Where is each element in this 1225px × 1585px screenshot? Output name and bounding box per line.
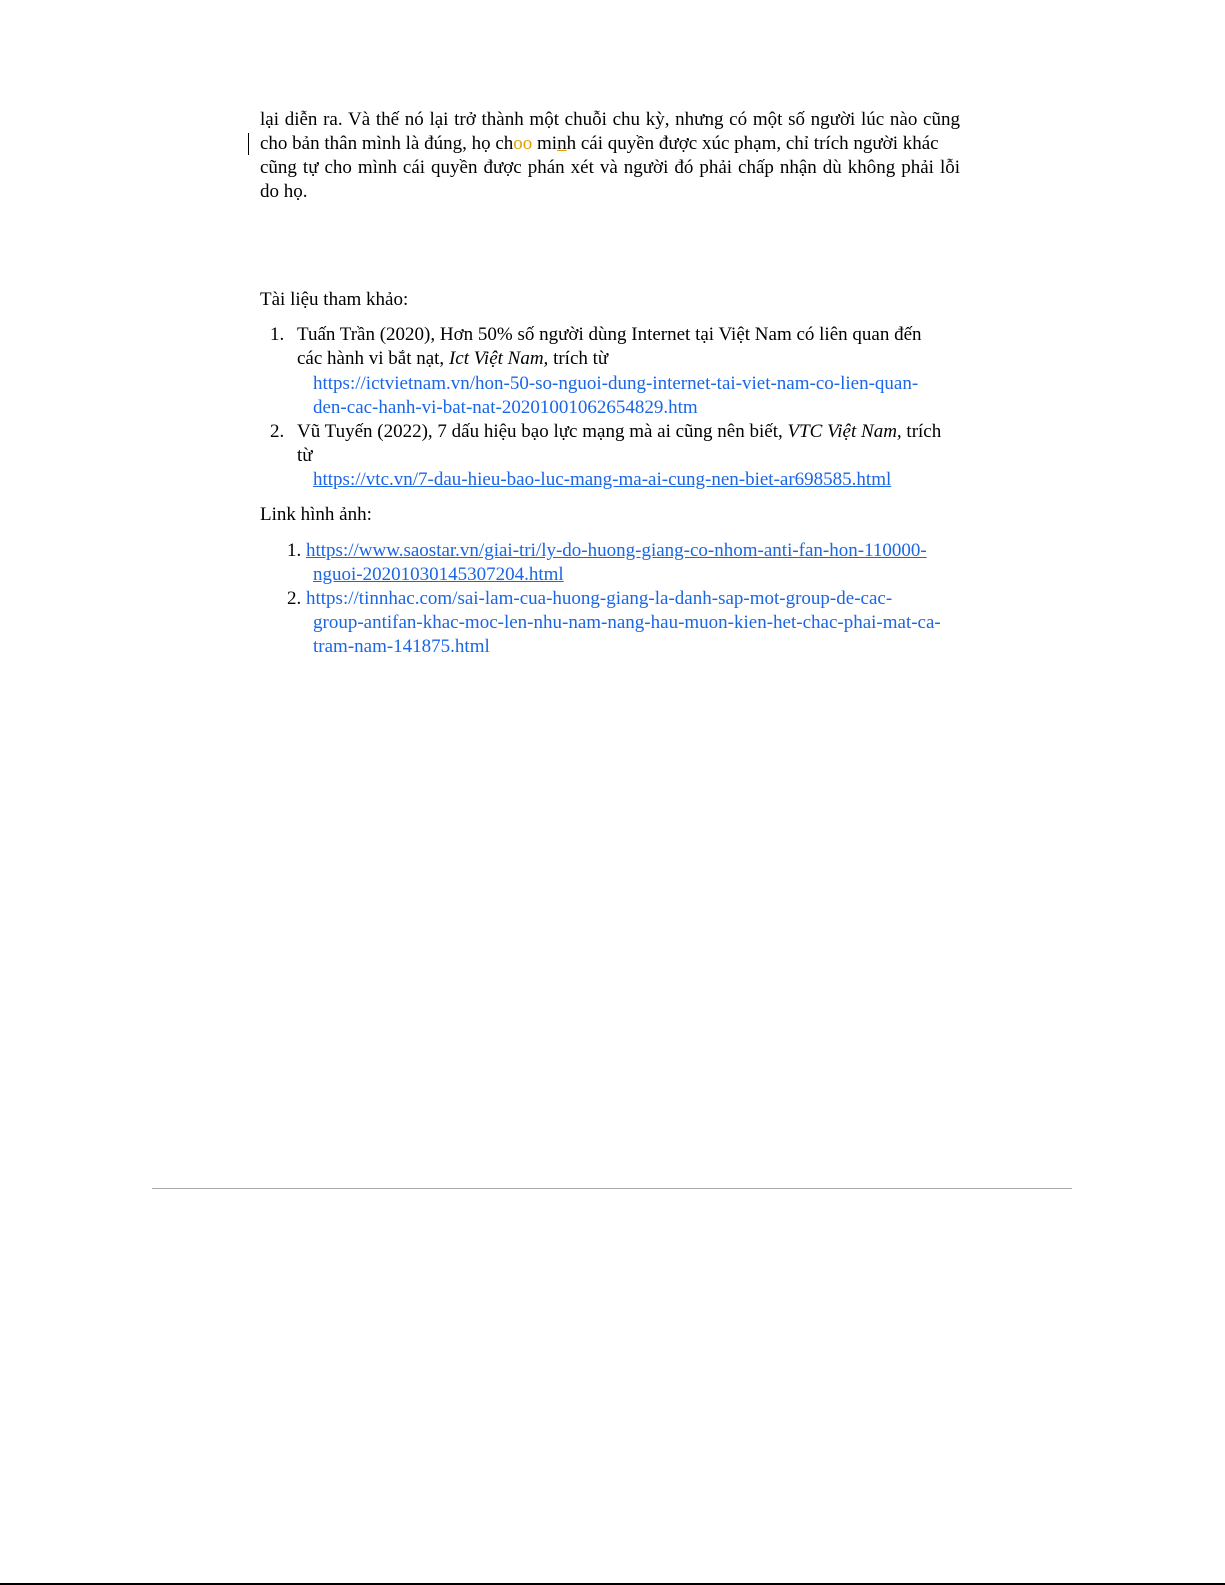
reference-2-number: 2.	[270, 421, 285, 442]
image-link-1-line-1[interactable]: https://www.saostar.vn/giai-tri/ly-do-huong-giang-co-nhom-anti-fan-hon-110000-	[306, 540, 927, 561]
reference-2-link[interactable]: https://vtc.vn/7-dau-hieu-bao-luc-mang-ma-ai-cung-nen-biet-ar698585.html	[313, 469, 892, 490]
reference-1-number: 1.	[270, 324, 285, 345]
reference-1-link-line-2[interactable]: den-cac-hanh-vi-bat-nat-20201001062654829.htm	[313, 397, 698, 418]
reference-2-text: Vũ Tuyến (2022), 7 dấu hiệu bạo lực mạng mà ai cũng nên biết,	[297, 421, 788, 442]
paragraph-line-2-end: h cái quyền được xúc phạm, chỉ trích người khác	[566, 133, 939, 154]
paragraph-line-1: lại diễn ra. Và thế nó lại trở thành một chuỗi chu kỳ, nhưng có một số người lúc nào cũng	[260, 109, 960, 130]
reference-2-suffix: trích	[901, 421, 942, 442]
reference-1-suffix: trích từ	[548, 348, 609, 369]
image-link-2-line-2[interactable]: group-antifan-khac-moc-len-nhu-nam-nang-hau-muon-kien-het-chac-phai-mat-ca-	[313, 612, 941, 633]
grammar-flag-text[interactable]: n	[557, 133, 567, 154]
references-heading: Tài liệu tham khảo:	[260, 289, 409, 310]
reference-1-link-line-1[interactable]: https://ictvietnam.vn/hon-50-so-nguoi-dung-internet-tai-viet-nam-co-lien-quan-	[313, 373, 919, 394]
paragraph-line-2	[260, 132, 939, 156]
paragraph-line-3: cũng tự cho mình cái quyền được phán xét và người đó phải chấp nhận dù không phải lỗi	[260, 157, 960, 178]
reference-1-text: các hành vi bắt nạt,	[297, 348, 449, 369]
reference-2-source: VTC Việt Nam,	[787, 421, 902, 442]
image-link-2-line-3[interactable]: tram-nam-141875.html	[313, 636, 490, 657]
reference-1-line-2	[297, 347, 608, 371]
reference-1-line-1: Tuấn Trần (2020), Hơn 50% số người dùng Internet tại Việt Nam có liên quan đến	[297, 324, 922, 345]
paragraph-line-2-mid: mi	[532, 133, 558, 154]
reference-2-line-2: từ	[297, 445, 313, 466]
image-link-1-line-2[interactable]: nguoi-20201030145307204.html	[313, 564, 564, 585]
image-link-2-line-1[interactable]: https://tinnhac.com/sai-lam-cua-huong-giang-la-danh-sap-mot-group-de-cac-	[306, 588, 893, 609]
image-link-2-number: 2.	[287, 588, 302, 609]
spelling-error-text[interactable]: oo	[513, 133, 533, 154]
text-cursor	[248, 133, 249, 155]
page-divider	[152, 1188, 1072, 1189]
image-links-heading: Link hình ảnh:	[260, 504, 372, 525]
image-link-1-number: 1.	[287, 540, 302, 561]
paragraph-line-2-start: cho bản thân mình là đúng, họ ch	[260, 133, 514, 154]
paragraph-line-4: do họ.	[260, 181, 308, 202]
reference-1-source: Ict Việt Nam,	[448, 348, 549, 369]
reference-2-line-1	[297, 420, 941, 444]
